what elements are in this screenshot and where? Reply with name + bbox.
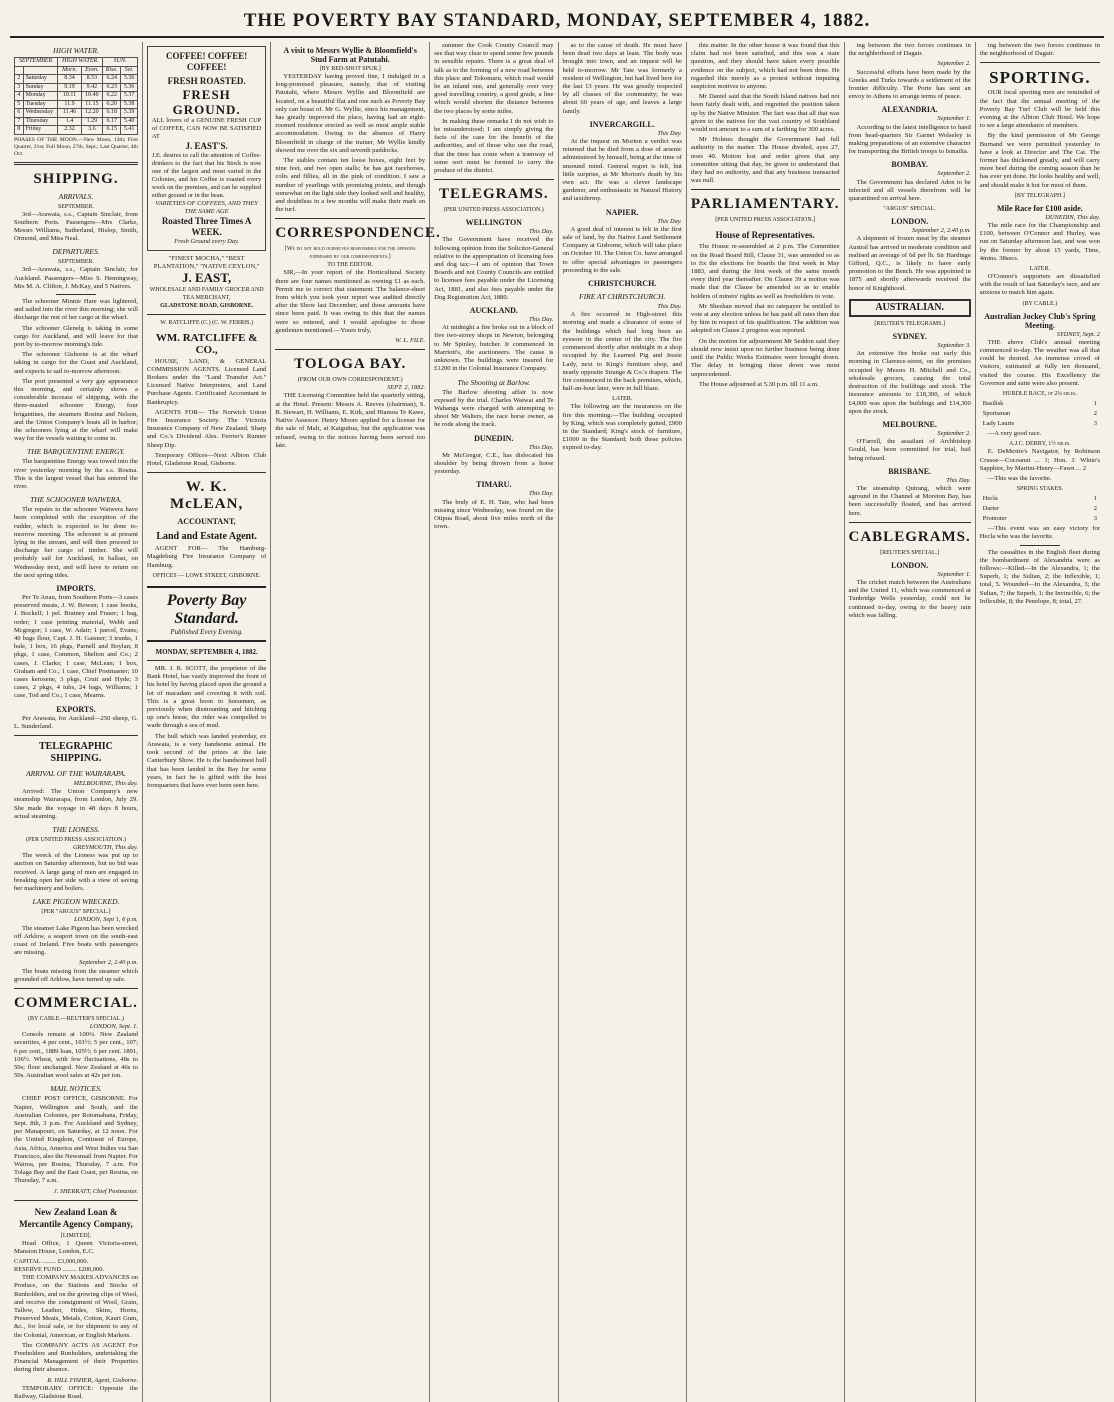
coffee-fresh: Fresh Ground every Day. [174,238,240,245]
tide-row [15,92,138,101]
tide-row [15,83,138,92]
sydney-heading: SYDNEY. [892,332,927,342]
placing: 1 [1093,400,1097,408]
house-text-2: Mr Sheehan moved that no ratepayer be entitled to vote at any election unless he has paid all rates then due by him in respect of his qualification. The addition was adopted on Clause 2 progress was reported. [690,302,840,335]
tide-cell: 6.20 [103,100,121,109]
masthead: THE POVERTY BAY STANDARD, MONDAY, SEPTEMBER 4, 1882. [10,8,1104,38]
column-3 [271,42,441,1402]
tide-sub [23,66,58,75]
dunedin-text: Mr McGregor, C.E., has dislocated his shoulder by being thrown from a horse yesterday. [434,451,554,476]
sporting-heading: SPORTING. [989,68,1091,88]
divider [14,162,138,165]
placing: 3 [1093,515,1097,523]
tide-cell: 8.53 [81,75,103,84]
tide-row [15,100,138,109]
timaru-heading: TIMARU. [476,480,512,490]
divider [275,218,425,219]
tide-cell: Saturday [23,75,58,84]
tide-cell: 3 [15,83,24,92]
tide-row [15,109,138,118]
result-row [982,495,1098,503]
tide-cell: 6.24 [103,75,121,84]
tide-cell: 9.42 [81,83,103,92]
divider [849,522,971,523]
by-telegraph: [BY TELEGRAPH.] [1014,192,1065,199]
tide-sub: Morn. [58,66,81,75]
divider [14,988,138,989]
mile-race-heading: Mile Race for £100 aside. [996,203,1083,213]
mclean-title: ACCOUNTANT, [177,517,236,527]
gisborne-paragraph: The schooner Gisborne is at the wharf taking in cargo for the Coast and Auckland, and expects to sail to-morrow afternoon. [14,351,138,375]
leader-text-2: The bull which was landed yesterday, ex Arawata, is a very handsome animal. He took second of the prizes at the late Canterbury Show. He is the handsomest bull that has been landed in the Bay for some years, in fact he is gifted with the best forequarters that have ever been seen here. [146,732,267,789]
tide-cell: 5.38 [121,100,138,109]
london-text: A shipment of frozen meat by the steamer Austral has arrived in moderate condition and realised an average of 6d per lb. Sir Hardinge Gifford, Q.C., is likely to have early promotion to the Bench. He was appointed in 1875 and shortly afterwards received the honor of Knighthood. [848,235,971,292]
fresh-ground: FRESH GROUND. [172,87,241,117]
divider [56,294,96,295]
house-text-4: The House adjourned at 5.30 p.m. till 11 a.m. [698,380,819,388]
coffee-shop: J. EAST'S. [185,141,228,151]
dateline: This Day. [657,129,682,137]
tide-cell: 6.17 [103,117,121,126]
capital-text: CAPITAL ......... £3,000,000. [14,1258,89,1266]
reserve-text: RESERVE FUND ......... £200,000. [14,1266,105,1274]
mail-heading: MAIL NOTICES. [50,1084,102,1094]
nzloan-temp-office: TEMPORARY OFFICE: Opposite the Railway, Gladstone Road. [14,1384,138,1401]
dunedin-heading: DUNEDIN. [474,433,514,443]
col4-text-2: In making these remarks I do not wish to be misunderstood; I am simply giving the facts of the case for the benefit of the authorities, and of those who use the road, that the time has come when a tramway of some sort must be formed to carry the produce of the district. [434,117,554,175]
tide-cell: 4 [15,92,24,101]
nzloan-limited: [LIMITED]. [60,1232,92,1239]
nzloan-reserve [14,1266,138,1274]
horse-name: Darter [982,505,1000,513]
dateline: This Day. [657,217,682,225]
column-5 [559,42,687,1402]
horse-name: Lady Laurie [982,420,1015,428]
tide-cell: Friday [23,126,58,135]
cable-london-heading: LONDON. [891,560,929,570]
nzloan-text: THE COMPANY MAKES ADVANCES on Produce, on the Stations and Stocks of Runholders, and on the growing clips of Wool, and receive the consignment of Wool, Grain, Tallow, Leather, Hides, Skins, Horns, Preserved Meats, Metals, Cotton, Kauri Gum, &c., for local sale, or for shipment to any of the Colonial, American, or English Markets. [14,1274,138,1339]
placing: 1 [1093,495,1097,503]
correspondence-signature: W. L. FILE. [395,337,426,345]
departures-month: SEPTEMBER. [57,259,95,266]
tide-cell: 5.41 [121,126,138,135]
col5-text: as to the cause of death. He must have been dead two days at least. The body was brought into town, and an inquest will be held to-morrow. Mr Tate was formerly a resident of Wellington, but had lived here for the last 13 years. He was greatly respected by all classes of the community; he was about 60 years of age, and leaves a large family. [562,42,682,115]
visit-text-2: The stables contain ten loose boxes, eight feet by nine feet, and two open stalls; he has got racehorses, colts and fillies, all in the pink of condition. I saw a number of yearlings with promising points, and though somewhat on the light side they looked well and healthy, and doubtless in a few months will make their mark on the turf. [275,157,426,214]
casualties-text: The casualties in the English fleet during the bombardment of Alexandria were as follows:—Killed—In the Alexandra, 1; the Superb, 1; the Sultan, 2; the Inflexible, 1; total, 5. Wounded—In the Alexandra, 3; the Sultan, 7; the Superb, 1; the Invincible, 6; the Inflexible, 8; the Penelope, 8; total, 27. [979,548,1100,605]
tide-row [15,75,138,84]
auckland-text: At midnight a fire broke out in a block of five two-storey shops in Newton, belonging to Mr Spinley, butcher. It commenced in Marriott's, the auctioneers. The cause is unknown. The buildings were insured for £1200 in the Colonial Insurance Company. [434,324,554,373]
telegrams-heading: TELEGRAMS. [439,186,549,203]
tide-subheader-row [15,66,138,75]
mclean-agent-for: AGENT FOR— The Hamburg-Magdeburg Fire Insurance Company of Hamburg. [146,545,267,569]
dateline: LONDON, Sept 1, 6 p.m. [74,916,138,924]
arrivals-month: SEPTEMBER. [57,203,95,210]
tide-cell: Wednesday [23,109,58,118]
tide-cell: 2 [15,75,24,84]
invercargill-text: At the inquest on Morton a verdict was returned that he died from a dose of arsenic administered by himself, being at the time of unsound mind. General regret is felt, but little surprise, at Mr Morton's death by his own act. He was a clever landscape gardener, and enthusiastic in Natural History and taxidermy. [562,138,682,203]
house-heading: House of Representatives. [715,230,815,241]
divider [275,349,425,350]
coffee-text: ALL lovers of a GENUINE FRESH CUP of COFFEE, CAN NOW BE SATISFIED AT [151,117,262,140]
divider [1020,545,1060,546]
tide-cell: 5.36 [121,83,138,92]
dateline: September 2, 2.40 p.m. [912,227,971,235]
london-heading: LONDON. [891,217,929,227]
dateline: September 2. [937,429,971,437]
column-7 [845,42,976,1402]
melbourne-text: O'Farrell, the assailant of Archbishop Gould, has been committed for trial, bail being refused. [848,438,971,462]
hurdle-note: —A very good race. [987,430,1042,438]
divider [14,1200,138,1201]
bombay-text: The Government has declared Aden to be infected and all vessels therefrom will be quarantined on arrival here. [848,178,971,203]
tide-cell: 6.22 [103,92,121,101]
visit-text: YESTERDAY having proved fine, I indulged in a long-promised pleasure, namely, that of visiting Patutahi, where Messrs Wyllie and Bloomfield are located, on a beautiful flat and one such as Poverty Bay only can boast of. Mr G. Wyllie, since his management, has greatly improved the place, having had an eight-roomed residence erected as well as most ample stable accommodation. Owing to the absence of Harry Bloomfield in charge of the trainer, Mr Wyllie kindly showed me over the six and seventh paddocks. [275,73,426,154]
divider [147,660,266,661]
reuters-sub: [REUTER'S TELEGRAMS.] [874,321,945,328]
placing: 3 [1093,420,1097,428]
derby-heading: A.J.C. DERBY, 1½ miles. [1009,441,1071,448]
coffee-varieties: VARIETIES OF COFFEES, AND THEY THE SAME AGE [155,200,258,215]
mile-text: The mile race for the Championship and £100, between O'Connor and Hurley, was run on Saturday afternoon last, and was won by the former by about 15 yards, Time, 4mins. 38secs. [979,222,1100,262]
ratcliffe-name: WM. RATCLIFFE & CO., [155,331,258,356]
nzloan-title: New Zealand Loan & Mercantile Agency Company, [19,1206,133,1229]
dateline: SYDNEY, Sept. 2 [1056,330,1100,338]
melbourne-heading: MELBOURNE. [882,419,937,429]
col6-text-3: Mr Holmes thought the Government had full authority in the matter. The House divided, ayes 27, noes 40. Motion lost and order given that any committee sitting that day, be given to understand that they had no authority, and that any business transacted was null. [690,136,840,185]
tide-cell: 5.37 [121,92,138,101]
chch-later: LATER. [612,396,633,403]
auckland-heading: AUCKLAND. [469,306,518,316]
tide-cell: 11.9 [58,100,81,109]
ajc-heading: Australian Jockey Club's Spring Meeting. [984,311,1096,330]
dateline: September 1. [937,570,971,578]
by-cable: (BY CABLE.) [1022,300,1058,307]
sporting-text-2: By the kind permission of Mr George Burnand we were permitted yesterday to have a look at Director and The Cat. The former has thickened greatly, and will carry more beef during the coming season than he has ever yet done. He looks healthy and well, and should make it hot for most of them. [979,132,1100,189]
coffee-roasted: Roasted Three Times A WEEK. [161,216,252,237]
tide-cell: 11.15 [81,100,103,109]
dateline: This Day. [528,228,554,236]
lioness-heading: THE LIONESS. [52,825,100,835]
australian-heading: AUSTRALIAN. [849,299,971,317]
correspondence-note: [We do not hold ourselves responsible for the opinions expressed by our correspondents.] [284,246,416,261]
tide-cell: 1.4 [58,117,81,126]
shipping-heading: SHIPPING. [33,170,119,187]
east-address: GLADSTONE ROAD, GISBORNE. [160,302,254,309]
waiwera-paragraph: The repairs to the schooner Waiwera have been completed with the exception of the rudder, which is expected to be done to-morrow morning. The schooner is at present lying in the stream, and will then proceed to discharge her cargo of timber. She will probably sail for Auckland, in ballast, on Wednesday next, and will have to return on the next spring tides. [14,506,138,579]
coffee-heading: COFFEE! COFFEE! COFFEE! [165,51,248,72]
col6-text: this matter. In the other house it was found that this claim had not been satisfied, and this was a state question, and they should have taken every possible evidence on the subject, which had not been done. He regarded this merely as a protest without imputing suspicion motives to anyone. [690,42,840,91]
dateline: GREYMOUTH, This day. [72,844,138,852]
exports-heading: EXPORTS. [56,704,96,714]
tide-sub: Set. [121,66,138,75]
paper-title: Poverty Bay Standard. [166,591,247,627]
tide-cell: 9.19 [58,83,81,92]
paper-title-box [147,586,266,642]
dateline: SEPT. 2, 1882. [387,384,426,392]
timaru-text: The body of E. H. Tate, who had been missing since Wednesday, was found on the Otipua Road, about five miles north of the town. [434,498,554,531]
tide-body [15,75,138,135]
tide-cell: 3.6 [81,126,103,135]
imports-text: Per Te Anau, from Southern Ports—3 cases preserved meats, J. W. Bowen; 1 case books, J. Bockell; 1 pel. Bratney and Fraser; 1 bag, order; 1 case printing material, Webb and Mcgregor; 1 case, W. Adair; 1 parcel, Evans; 40 bags flour, Capt. J. H. Gaisner; 3 trunks, 1 bale, 1 box, 16 pkgs, Parnell and Boylan; 8 pkgs, 1 case, Common, Shelton and Co.; 2 cases, J. Clarke; 1 case, McLean; 1 box, Graham and Co.; 1 case, Chief Postmaster; 10 cases kerosene, 3 pkgs, Cruit and Hyde; 3 cases, 2 pkgs, 4 tubs, 24 bags, Williams; 1 case, Tod and Co.; 1 case, Mearns. [14,594,138,700]
house-text-3: On the motion for adjournment Mr Seddon said they should now insist upon no further business being done until the Public Works Estimates were brought down. The delay in bringing these down was most unprecedented. [690,337,840,378]
divider [147,472,266,473]
mclean-offices: OFFICES — LOWE STREET, GISBORNE. [152,572,261,579]
hurdle-results [980,398,1100,430]
placing: 2 [1093,410,1097,418]
barlow-heading: The Shooting at Barlow. [457,377,531,387]
energy-heading: THE BARQUENTINE ENERGY. [27,447,125,457]
tide-sub: Even. [81,66,103,75]
exports-text: Per Arawata, for Auckland—250 sheep, G. L. Sunderland. [14,714,138,730]
parliamentary-sub: [PER UNITED PRESS ASSOCIATION.] [715,217,816,224]
bombay-heading: BOMBAY. [891,160,928,170]
tide-cell: Sunday [23,83,58,92]
dateline: DUNEDIN, This day. [1045,213,1100,221]
napier-heading: NAPIER. [605,207,639,217]
issue-date: MONDAY, SEPTEMBER 4, 1882. [155,648,258,657]
dateline: September 2. [937,170,971,178]
commercial-sub: (BY CABLE.—REUTER'S SPECIAL.) [28,1015,124,1022]
column-4 [430,42,558,1402]
tide-cell: 10.40 [81,92,103,101]
tide-cell: 5.36 [121,75,138,84]
tide-cell: Thursday [23,117,58,126]
mclean-agent: Land and Estate Agent. [156,531,257,543]
visit-byline: [BY RED-SHOT SPUR.] [319,66,381,72]
dateline: This Day. [528,443,554,451]
lioness-text: The wreck of the Lioness was put up to auction on Saturday afternoon, but no bid was received. A large gang of men are engaged in breaking open her side with a view of saving her machinery and boilers. [14,852,138,893]
tide-cell: 6.23 [103,83,121,92]
visit-heading: A visit to Messrs Wyllie & Bloomfield's Stud Farm at Patutahi. [283,46,417,64]
alexandria-heading: ALEXANDRIA. [881,105,938,115]
tide-cell: 12.20 [81,109,103,118]
coffee-advert [147,46,266,251]
dateline: LONDON, Sept. 1. [89,1022,138,1030]
published-line: Published Every Evening. [170,627,243,636]
horse-name: Sportsman [982,410,1011,418]
tide-cell: 11.46 [58,109,81,118]
energy-paragraph: The barquentine Energy was towed into the river yesterday morning by the s.s. Rosina. This is the largest vessel that has entered the river. [14,458,138,490]
tide-cell: 7 [15,117,24,126]
port-paragraph: The port presented a very gay appearance this morning, and certainly shows a considerable increase of shipping, with the three-masted schooner Energy, four brigantines, the steamers Rosina and Nelson, and the Union Company's boats all in harbor; the schooners lying at the wharf will make way for the vessels waiting to come in. [14,377,138,443]
tide-row [15,126,138,135]
correspondence-text: SIR,—In your report of the Horticultural Society there are four names mentioned as owning £1 as each. Permit me to correct that statement. The balance-sheet from which you took your report was audited directly after the Show last December, and those amounts have since been paid. It was owing to this that the names were so entered, and I would apologise to those gentlemen mentioned.—Yours truly, [275,269,426,334]
pigeon-heading: LAKE PIGEON WRECKED. [32,897,120,907]
alexandria-text: According to the latest intelligence to hand from head-quarters Sir Garnet Wolseley is making preparations of an extensive character for transporting the British troops to Ismailia. [848,123,971,156]
tide-col-month: SEPTEMBER. [15,58,58,67]
east-trade: WHOLESALE AND FAMILY GROCER AND TEA MERCHANT, [149,286,264,301]
horse-name: Basilisk [982,400,1004,408]
chch-fire-heading: FIRE AT CHRISTCHURCH. [579,292,666,302]
result-row [982,410,1098,418]
barlow-text: The Barlow shooting affair is now exposed by the trial. Charles Waiwai and Te Wahanga were charged with attempting to shoot Mr Walters, the race horse owner, as he rode along the track. [434,388,554,429]
col7-text: ing between the two forces continues in the neighborhood of Dagair. [848,42,971,58]
telegraphic-heading: TELEGRAPHIC SHIPPING. [39,741,113,765]
dateline: This Day. [528,316,554,324]
departures-text: 3rd—Arawata, s.s., Captain Sinclair, for Auckland. Passengers—Miss S. Hemingway, Mrs M. A. Clifton, J. McKay, and 5 Natives. [14,266,138,290]
nzloan-capital [14,1258,138,1266]
wairarapa-heading: ARRIVAL OF THE WAIRARAPA. [26,769,126,779]
col6-text-2: Mr Daniel said that the South Island natives had not been fairly dealt with, and regretted the position taken up by the Native Minister. The fact was that all that was given to the natives for the vast country of Southland would not amount to a sum of a farthing for 300 acres. [690,93,840,134]
result-row [982,400,1098,408]
divider [434,179,553,180]
departures-heading: DEPARTURES. [52,247,100,257]
lioness-sub: (PER UNITED PRESS ASSOCIATION.) [25,837,126,844]
ratcliffe-partners: W. RATCLIFFE (C.) (C. W. FERRIS.) [160,319,254,326]
christchurch-heading: CHRISTCHURCH. [588,279,657,289]
fresh-roasted: FRESH ROASTED. [167,76,246,86]
nzloan-signature: R. HILL FISHER, Agent, Gisborne. [47,1376,138,1384]
result-row [982,420,1098,428]
wellington-text: The Government have received the following opinion from the Solicitor-General relative to the appropriation of licensing fees and dog tax:—I am of opinion that Town Boards and not County Councils are entitled to licenses fees payable under the Licensing Act, 1881, and also fees payable under the Dog Registration Act, 1880. [434,236,554,301]
placing: 2 [1093,505,1097,513]
brisbane-heading: BRISBANE. [888,466,932,476]
nzloan-office: Head Office, 1 Queen Victoria-street, Mansion House, London, E.C. [14,1239,138,1255]
divider [147,314,266,315]
ajc-text: THE above Club's annual meeting commenced to-day. The weather was all that could be desired. An immense crowd of visitors, estimated at fully ten thousand, visited the course. His Excellency the Governor and suite were also present. [979,338,1100,387]
tolaga-sub: (FROM OUR OWN CORRESPONDENT.) [297,377,403,384]
divider [691,189,840,190]
commercial-text: Consols remain at 100¼. New Zealand securities, 4 per cent., 101½; 5 per cent., 107; 6 per cent., 1889 loan, 105½; 6 per cent. 1891, 106½. Wheat, with few fluctuations, 48s to 50s; flour unchanged. New Zealand at 46s to 50s. Australian wool sales at 42s per ton. [14,1031,138,1080]
col4-text: summer the Cook County Council may see that way clear to spend some few pounds in sensible repairs. There is a great deal of talk as to the forming of a new road between this place and Tokomaru, which road would be an inland one, and generally over very good travelling country, a good grade, a line which would shorten the distance between the two places by some miles. [434,42,554,115]
commercial-heading: COMMERCIAL. [14,994,138,1011]
pigeon-text: The steamer Lake Pigeon has been wrecked off Arklow, a seaport town on the south-east coast of Ireland. Five boats with passengers are missing. [14,924,138,957]
cablegrams-heading: CABLEGRAMS. [848,528,971,545]
mail-text: CHIEF POST OFFICE, GISBORNE. For Napier, Wellington and South, and the Australian Colonies, per Rotomahana, Friday, Sept. 8th, 3 p.m. For Auckland and Sydney, per Manapouri, on Saturday, at 12 noon. For the United Kingdom, Continent of Europe, Asia, Africa, America and West Indies via San Francisco, also the Newsmail from Napier. For Wairoa, per Rosina, Thursday, 7 a.m. For Tolaga Bay and the East Coast, per Rosina, on Thursday, 7 a.m. [14,1095,138,1185]
divider [980,62,1100,63]
house-text: The House re-assembled at 2 p.m. The Committee on the Road Board Bill, Clause 31, was amended so as to fix the elections for boards the first week in May 1883, and during the first week of the same month every third year thereafter. On Clause 39 a motion was made that the Clause be amended so as to enable holders of miners' rights as well as freeholders to vote. [690,243,840,300]
sporting-text: OUR local sporting men are reminded of the fact that the annual meeting of the Poverty Bay Turf Club will be held this evening at the Albion Club Hotel. We hope to see a large attendance of members. [979,89,1100,130]
tide-cell: Tuesday [23,100,58,109]
dateline: This Day. [946,476,971,484]
tide-cell: 8 [15,126,24,135]
dateline: September 3. [937,342,971,350]
parliamentary-heading: PARLIAMENTARY. [690,196,840,213]
chch-text-2: The following are the insurances on the fire this morning:—The building occupied by King, which was completely gutted, £900 in the Standard; King's stock of furniture, £1000 in the Standard; both these policies expired to-day. [562,403,682,452]
sydney-text: An extensive fire broke out early this morning in Clarence-street, on the premises occupied by Messrs H. Mitchell and Co., wholesale grocers, causing the total destruction of the buildings and stock. The insurance amounts to £18,300, of which £4,000 was upon the buildings and £14,300 upon the stock. [848,350,971,415]
horse-name: Hecla [982,495,998,503]
dateline: MELBOURNE, This day. [73,780,138,788]
tide-cell: 6.18 [103,109,121,118]
waiwera-heading: THE SCHOONER WAIWERA. [30,495,122,505]
moon-phases: PHASES OF THE MOON.—New Moon, 13th; First Quarter, 21st; Full Moon, 27th, Sept.; Last Quarter, 4th Oct. [14,136,138,157]
derby-note: —This was the favorite. [987,474,1052,482]
dateline: September 1. [937,115,971,123]
spring-note: —This event was an easy victory for Hecla who was the favorite. [979,525,1100,541]
dateline: This Day. [657,303,682,311]
horse-name: Promoter [982,515,1007,523]
result-row [982,515,1098,523]
nzloan-acts: The COMPANY ACTS AS AGENT For Freeholders and Runholders, undertaking the Financial Management of their Properties during their absence. [14,1341,138,1374]
ratcliffe-offices: Temporary Offices—Next Albion Club Hotel, Gladstone Road, Gisborne. [146,451,267,468]
tide-cell: Monday [23,92,58,101]
col8-text: ing between the two forces continues in the neighborhood of Dagair. [979,42,1100,58]
tide-cell: 5 [15,100,24,109]
wellington-heading: WELLINGTON [465,218,522,228]
cablegrams-sub: [REUTER'S SPECIAL.] [880,549,940,556]
tide-cell: 1.29 [81,117,103,126]
dateline: September 2, 2.40 p.m. [79,959,138,967]
tide-sub [15,66,24,75]
spring-results [980,493,1100,525]
invercargill-heading: INVERCARGILL. [589,119,655,129]
dateline: This Day. [528,490,554,498]
chch-text: A fire occurred in High-street this morning and made a clearance of some of the buildings which had long been an eyesore in the centre of the city. The fire commenced shortly after midnight in a shop occupied by the Learned Pig and Jessie Lady, next to King's furniture shop, and nearly opposite Strange & Co.'s drapers. The fire commenced in the back premises, which, half-an-hour later, were in full blaze. [562,311,682,393]
tide-row [15,117,138,126]
coffee-text-2: J.E. desires to call the attention of Coffee-drinkers to the fact that his Stock is now one of the largest and most varied in the Colonies, and his Coffee is roasted every week on the premises, and can be supplied either ground or in the bean. [151,152,262,199]
arrivals-heading: ARRIVALS. [58,191,94,201]
mclean-name: W. K. McLEAN, [169,479,244,513]
tide-table [14,57,138,135]
tide-col-sun: SUN. [103,58,138,67]
east-name: J. EAST, [181,270,232,286]
tide-cell: 6 [15,109,24,118]
correspondence-heading: CORRESPONDENCE. [275,225,441,242]
brisbane-text: The steamship Quirang, which went aground in the Channel at Moreton Bay, has been successfully floated, and has arrived here. [848,484,971,517]
tide-cell: 6.15 [103,126,121,135]
dateline: September 2. [937,60,971,68]
tide-sub: Rise. [103,66,121,75]
tide-heading: HIGH WATER. [53,46,99,55]
tolaga-text: THE Licensing Committee held the quarterly sitting, at the Hotel. Present: Messrs A. Reeves (chairman), S. B. Stewart, H. Williams, E. Kirk, and Hiamoa Te Kawe, Native Assessor. Henry Moore applied for a license for the sale of Malt, at Kaiguitua, but the application was refused, owing to the notices having been served too late. [275,392,426,449]
pigeon-text-2: The boats missing from the steamer which grounded off Arklow, have turned up safe. [14,967,138,983]
ratcliffe-text: HOUSE, LAND, & GENERAL COMMISSION AGENTS. Licensed Land Brokers under the "Land Transfer Act." Licensed Native Interpreters, and Land Purchase Agents. Certificated Accountant in Bankruptcy. [146,357,267,406]
glenelg-paragraph: The schooner Glenelg is taking in some cargo for Auckland, and will leave for that port by to-morrow morning's tide. [14,324,138,348]
column-1 [10,42,143,1402]
tide-header-row [15,58,138,67]
tolaga-heading: TOLOGA BAY. [294,356,407,373]
spring-heading: SPRING STAKES. [1016,486,1064,493]
column-2 [143,42,271,1402]
cable-text: The cricket match between the Australians and the United 11, which was commenced at Tunbridge Wells yesterday, could not be continued to-day, owing to the heavy rain which was falling. [848,578,971,619]
tide-cell: 8.34 [58,75,81,84]
arrivals-text: 3rd—Arawata, s.s., Captain Sinclair, from Southern Ports. Passengers—Mrs Clarke, Messrs Williams, Sutherland, Hislop, Smith, Ormond, and Miss Neal. [14,210,138,243]
leader-text: MR. J. R. SCOTT, the proprietor of the Bank Hotel, has vastly improved the front of his hotel by having placed upon the ground a lot of macadam and covering it with soil. This is a great boon to horsemen, as previously when dismounting and hitching up one's horse, the rider was compelled to wade through a sea of mud. [146,665,267,730]
correspondence-to: TO THE EDITOR. [327,262,374,269]
tide-cell: 5.40 [121,117,138,126]
columns [10,42,1104,1402]
imports-heading: IMPORTS. [56,584,96,594]
tide-cell: 5.39 [121,109,138,118]
tide-cell: 10.11 [58,92,81,101]
argus-special: "ARGUS" SPECIAL. [883,206,936,213]
tide-col-water: HIGH WATER. [58,58,103,67]
column-6 [687,42,845,1402]
column-8 [976,42,1104,1402]
col7-text-2: Successful efforts have been made by the Greeks and Turks towards a settlement of the frontier difficulty. The Porte has sent an envoy to Athens to arrange terms of peace. [848,68,971,101]
mile-text-2: O'Connor's supporters are dissatisfied with the result of last Saturday's race, and are anxious to match him again. [979,273,1100,297]
tea-line: "FINEST MOCHA," "BEST PLANTATION," "NATIVE CEYLON," [153,255,260,271]
result-row [982,505,1098,513]
ratcliffe-agents: AGENTS FOR— The Norwich Union Fire Insurance Society. The Victoria Insurance Company of New Zealand. Sharp and Co.'s Dividend Ales. Ferrier's Runner Sheep Dip. [146,408,267,449]
derby-text: E. DeMestre's Navigator, by Robinson Crusoe—Cocoanut ... 1; Hon. J. White's Sapphire, by Martini-Henry—Fawn ... 2 [979,448,1100,472]
napier-text: A good deal of interest is felt in the first sale of land, by the Native Land Settlement Company at Gisborne, which will take place on October 10. The Union Co. have arranged to offer special advantages to passengers proceeding to the sale. [562,225,682,274]
mile-later: LATER. [1029,266,1050,273]
wairarapa-text: Arrived: The Union Company's new steamship Wairarapa, from London, July 29. She made the voyage in 48 days 8 hours, actual steaming. [14,788,138,820]
telegrams-sub: (PER UNITED PRESS ASSOCIATION.) [443,207,544,214]
tide-cell: 2.32 [58,126,81,135]
pigeon-sub: [PER "ARGUS" SPECIAL.] [41,909,111,916]
mail-signature: J. SHERRATT, Chief Postmaster. [53,1187,138,1195]
divider [14,735,138,736]
hurdle-heading: HURDLE RACE, of 2¼ miles. [1002,391,1077,398]
schooner-paragraph: The schooner Minnie Hare was lightered, and sailed into the river this morning; she will discharge the rest of her cargo at the wharf. [14,297,138,322]
